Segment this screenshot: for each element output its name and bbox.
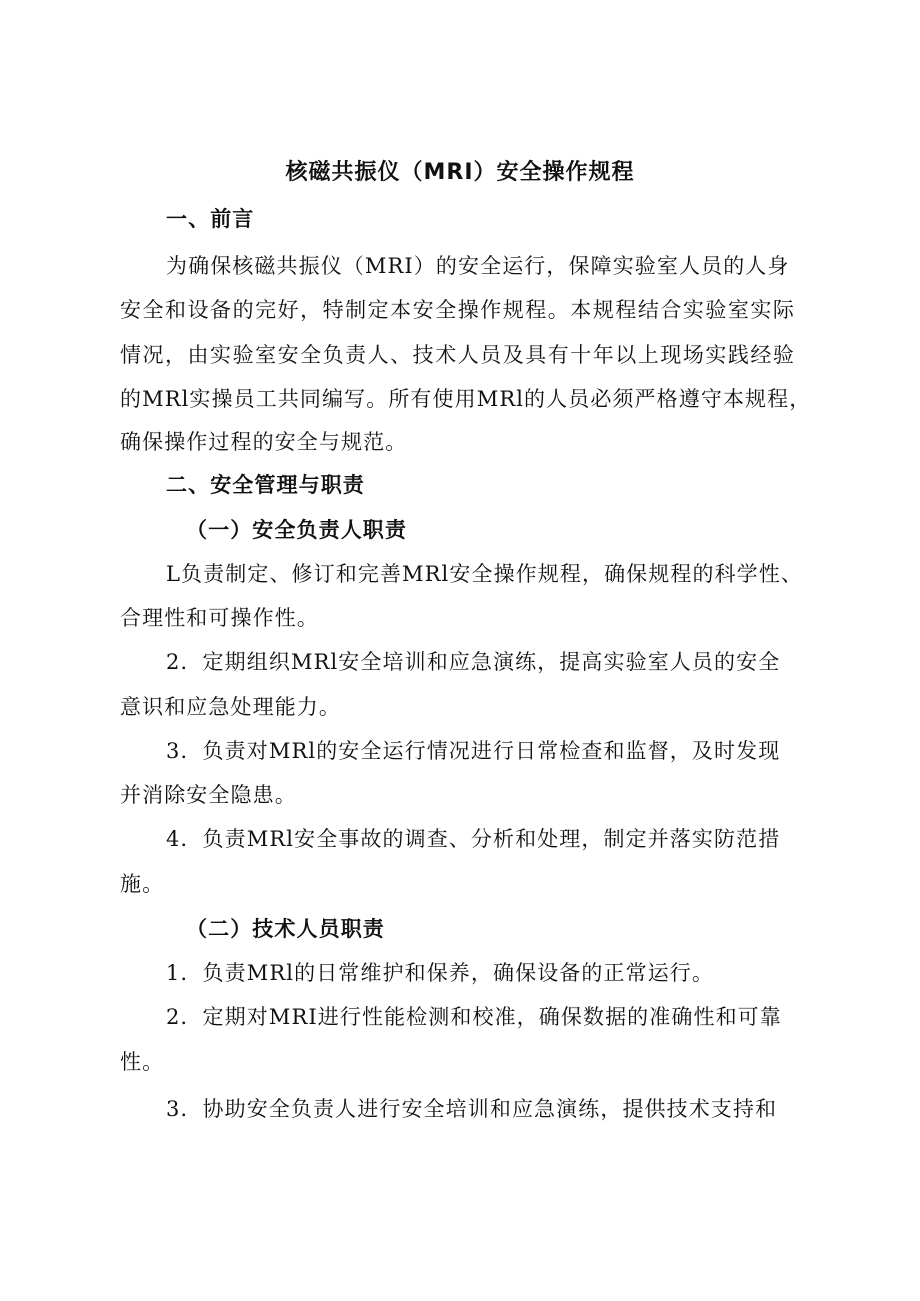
safety-officer-item-1-line-2: 合理性和可操作性。 (120, 606, 319, 630)
document-title: 核磁共振仪（MRI）安全操作规程 (285, 160, 635, 185)
subsection-heading-safety-officer: （一）安全负责人职责 (186, 518, 407, 542)
safety-officer-item-4-line-2: 施。 (120, 872, 165, 896)
safety-officer-item-2-line-1: 2．定期组织MRl安全培训和应急演练，提高实验室人员的安全 (166, 650, 781, 674)
preface-line-4: 的MRl实操员工共同编写。所有使用MRl的人员必须严格遵守本规程， (120, 387, 812, 411)
technician-item-3-line-1: 3．协助安全负责人进行安全培训和应急演练，提供技术支持和 (166, 1097, 778, 1121)
preface-line-5: 确保操作过程的安全与规范。 (120, 430, 408, 454)
section-heading-responsibilities: 二、安全管理与职责 (166, 473, 365, 497)
section-heading-preface: 一、前言 (166, 207, 255, 231)
subsection-heading-technicians: （二）技术人员职责 (186, 917, 385, 941)
safety-officer-item-4-line-1: 4．负责MRl安全事故的调查、分析和处理，制定并落实防范措 (166, 827, 781, 851)
technician-item-1-line-1: 1．负责MRl的日常维护和保养，确保设备的正常运行。 (166, 961, 714, 985)
safety-officer-item-3-line-2: 并消除安全隐患。 (120, 783, 297, 807)
safety-officer-item-3-line-1: 3．负责对MRl的安全运行情况进行日常检查和监督，及时发现 (166, 739, 781, 763)
technician-item-2-line-1: 2．定期对MRI进行性能检测和校准，确保数据的准确性和可靠 (166, 1005, 782, 1029)
preface-line-2: 安全和设备的完好，特制定本安全操作规程。本规程结合实验室实际 (120, 298, 795, 322)
preface-line-1: 为确保核磁共振仪（MRI）的安全运行，保障实验室人员的人身 (166, 254, 790, 278)
preface-line-3: 情况，由实验室安全负责人、技术人员及具有十年以上现场实践经验 (120, 343, 795, 367)
safety-officer-item-2-line-2: 意识和应急处理能力。 (120, 695, 341, 719)
safety-officer-item-1-line-1: L负责制定、修订和完善MRl安全操作规程，确保规程的科学性、 (166, 562, 803, 586)
technician-item-2-line-2: 性。 (120, 1050, 165, 1074)
